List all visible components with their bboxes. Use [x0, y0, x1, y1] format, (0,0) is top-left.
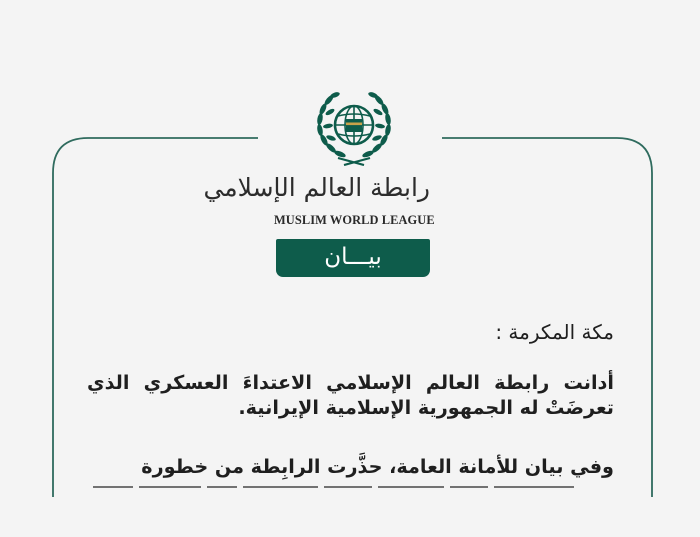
- dateline: مكة المكرمة :: [495, 320, 614, 344]
- logo-english-name: MUSLIM WORLD LEAGUE: [274, 213, 435, 227]
- globe-kaaba-wreath-icon: [316, 86, 392, 166]
- paragraph-2-cutoff-line: [87, 486, 614, 490]
- paragraph-2: وفي بيان للأمانة العامة، حذَّرت الرابِطة من خطورة: [141, 455, 614, 478]
- paragraph-1: أدانت رابطة العالم الإسلامي الاعتداءَ العسكري الذي تعرضَتْ له الجمهورية الإسلامية الإيرانية.: [87, 371, 614, 419]
- logo-arabic-name: رابطة العالم الإسلامي: [203, 173, 430, 202]
- statement-badge: بيـــان: [276, 239, 430, 277]
